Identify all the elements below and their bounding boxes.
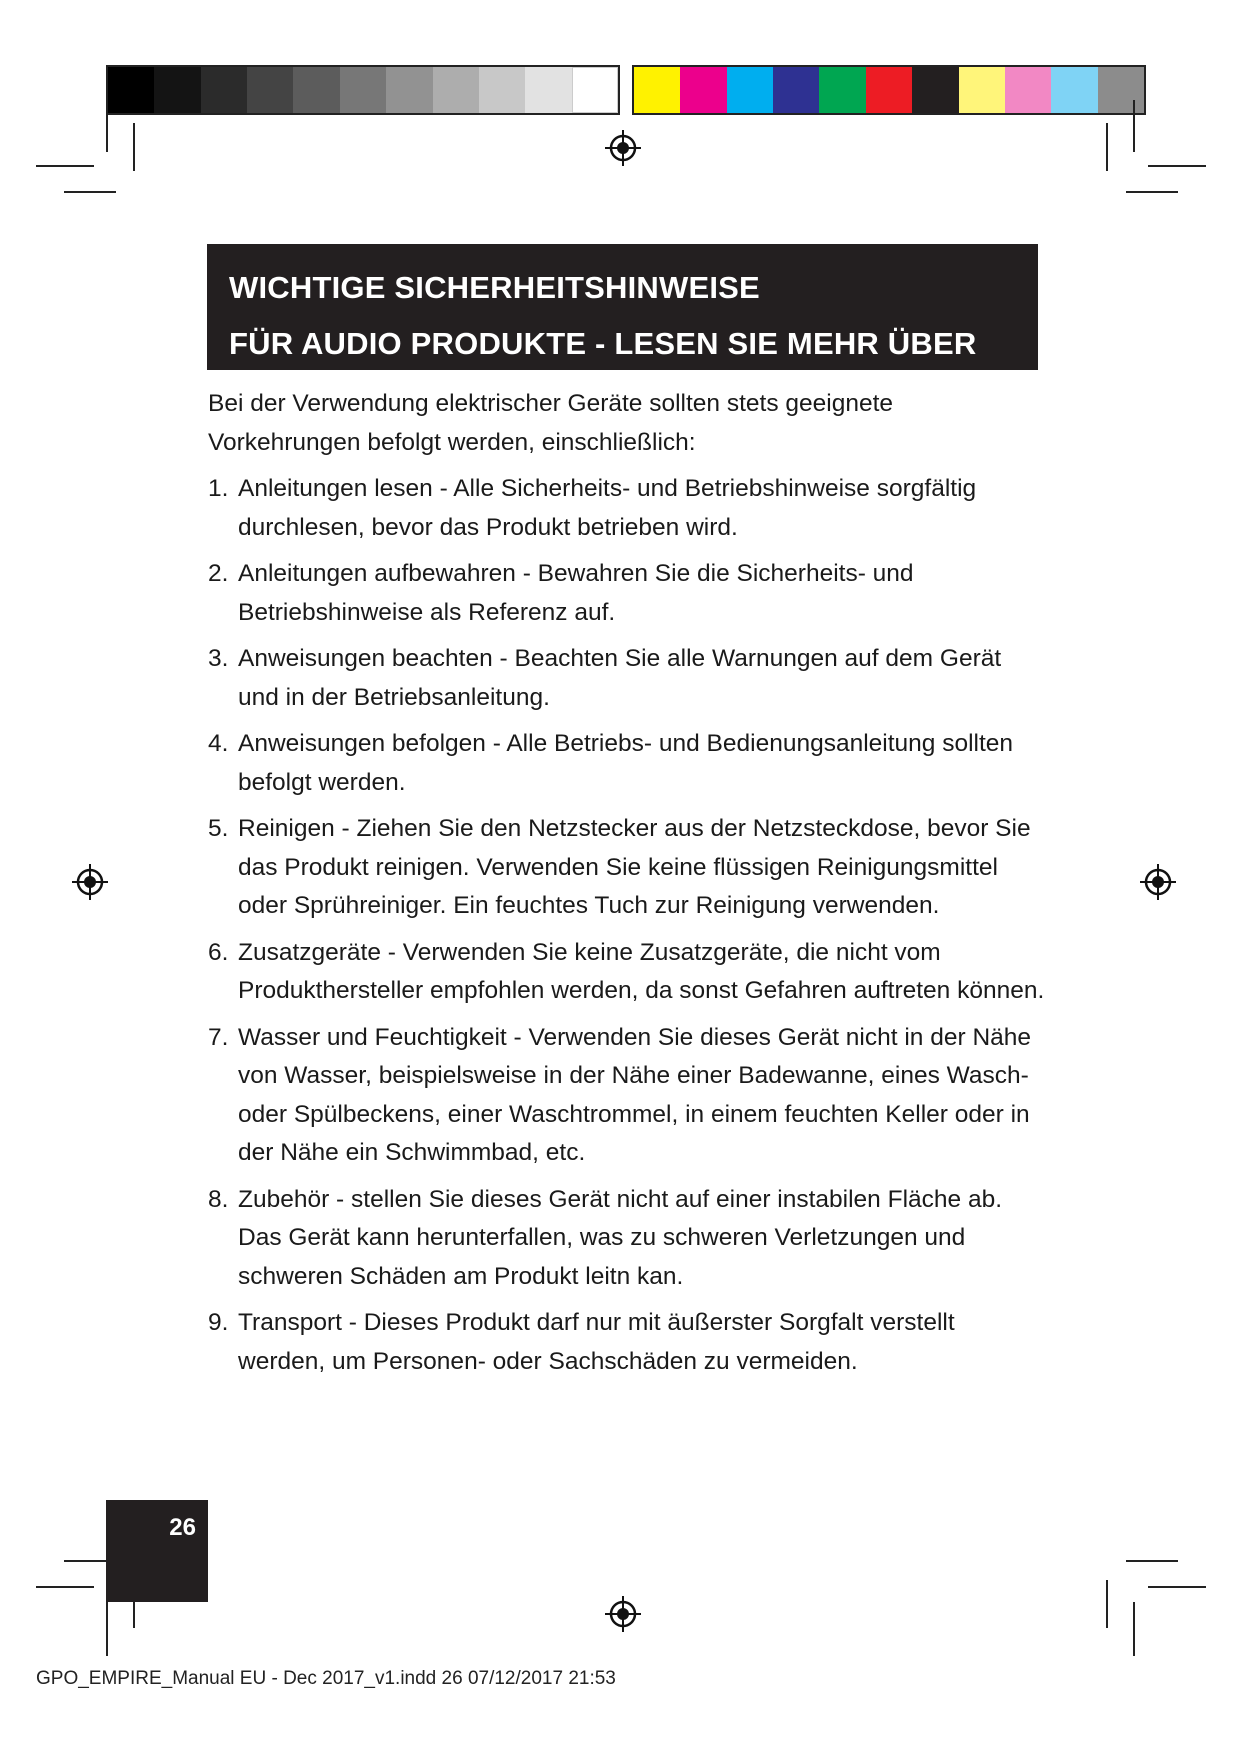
list-item xyxy=(208,810,1048,926)
list-item xyxy=(208,555,1048,632)
page-number-box xyxy=(106,1500,208,1602)
gray-swatch xyxy=(525,67,571,113)
list-item-number: 3. xyxy=(208,645,229,672)
crop-mark xyxy=(1106,123,1108,171)
crop-mark xyxy=(36,165,94,167)
crop-mark xyxy=(1133,100,1135,152)
gray-swatch xyxy=(572,67,618,113)
gray-swatch xyxy=(154,67,200,113)
color-swatch xyxy=(819,67,865,113)
color-swatch xyxy=(773,67,819,113)
crop-mark xyxy=(64,191,116,193)
crop-mark xyxy=(1133,1602,1135,1656)
crop-mark xyxy=(1126,191,1178,193)
gray-swatch xyxy=(479,67,525,113)
safety-instructions-list xyxy=(208,470,1048,1389)
list-item-text: Anweisungen befolgen - Alle Betriebs- und Bedienungsanleitung sollten befolgt werden. xyxy=(238,730,1014,796)
color-swatch xyxy=(1098,67,1144,113)
list-item xyxy=(208,470,1048,547)
crop-mark xyxy=(133,123,135,171)
color-swatch xyxy=(634,67,680,113)
list-item-number: 6. xyxy=(208,938,229,966)
section-header xyxy=(207,244,1038,370)
list-item-text: Anweisungen beachten - Beachten Sie alle Warnungen auf dem Gerät und in der Betriebsanleitung. xyxy=(238,645,1002,711)
registration-mark-icon xyxy=(1138,862,1178,902)
list-item-text: Wasser und Feuchtigkeit - Verwenden Sie dieses Gerät nicht in der Nähe von Wasser, beispielsweise in der Nähe einer Badewanne, eines Wasch- oder Spülbeckens, einer Waschtrommel, in einem feuchten Keller oder in der Nähe ein Schwimmbad, etc. xyxy=(238,1023,1032,1166)
list-item-text: Zubehör - stellen Sie dieses Gerät nicht auf einer instabilen Fläche ab. Das Gerät kann herunterfallen, was zu schweren Verletzungen und schweren Schäden am Produkt leitn kan. xyxy=(238,1185,1003,1290)
gray-swatch xyxy=(433,67,479,113)
list-item-number: 2. xyxy=(208,560,229,587)
list-item-number: 8. xyxy=(208,1185,229,1213)
crop-mark xyxy=(106,100,108,152)
color-swatch xyxy=(912,67,958,113)
list-item-text: Transport - Dieses Produkt darf nur mit äußerster Sorgfalt verstellt werden, um Personen- oder Sachschäden zu vermeiden. xyxy=(238,1309,955,1375)
list-item-number: 7. xyxy=(208,1023,229,1051)
gray-swatch xyxy=(108,67,154,113)
registration-mark-icon xyxy=(603,128,643,168)
list-item-text: Anleitungen aufbewahren - Bewahren Sie die Sicherheits- und Betriebshinweise als Referenz auf. xyxy=(238,560,914,626)
crop-mark xyxy=(1106,1580,1108,1628)
crop-mark xyxy=(1148,165,1206,167)
list-item-number: 5. xyxy=(208,815,229,842)
page-number: 26 xyxy=(169,1514,196,1541)
registration-mark-icon xyxy=(70,862,110,902)
list-item xyxy=(208,1181,1048,1297)
print-slug: GPO_EMPIRE_Manual EU - Dec 2017_v1.indd 26 07/12/2017 21:53 xyxy=(36,1668,616,1689)
header-title-line-1: WICHTIGE SICHERHEITSHINWEISE xyxy=(229,270,760,305)
crop-mark xyxy=(1148,1586,1206,1588)
color-swatch xyxy=(727,67,773,113)
color-calibration-bar xyxy=(632,65,1146,115)
registration-mark-icon xyxy=(603,1594,643,1634)
list-item-text: Zusatzgeräte - Verwenden Sie keine Zusatzgeräte, die nicht vom Produkthersteller empfohlen werden, da sonst Gefahren auftreten können. xyxy=(238,938,1045,1004)
list-item-text: Anleitungen lesen - Alle Sicherheits- und Betriebshinweise sorgfältig durchlesen, bevor das Produkt betrieben wird. xyxy=(238,475,977,541)
color-swatch xyxy=(959,67,1005,113)
crop-mark xyxy=(1126,1560,1178,1562)
list-item xyxy=(208,1019,1048,1173)
gray-swatch xyxy=(247,67,293,113)
gray-swatch xyxy=(340,67,386,113)
color-swatch xyxy=(866,67,912,113)
grayscale-calibration-bar xyxy=(106,65,620,115)
header-title-line-2: FÜR AUDIO PRODUKTE - LESEN SIE MEHR ÜBER xyxy=(229,326,977,361)
list-item xyxy=(208,725,1048,802)
intro-paragraph: Bei der Verwendung elektrischer Geräte sollten stets geeignete Vorkehrungen befolgt werden, einschließlich: xyxy=(208,390,894,456)
list-item xyxy=(208,640,1048,717)
gray-swatch xyxy=(386,67,432,113)
gray-swatch xyxy=(293,67,339,113)
color-swatch xyxy=(1005,67,1051,113)
list-item xyxy=(208,934,1048,1011)
gray-swatch xyxy=(201,67,247,113)
list-item xyxy=(208,1304,1048,1381)
crop-mark xyxy=(106,1602,108,1656)
color-swatch xyxy=(1051,67,1097,113)
list-item-number: 4. xyxy=(208,730,229,757)
list-item-number: 1. xyxy=(208,475,229,502)
color-swatch xyxy=(680,67,726,113)
crop-mark xyxy=(36,1586,94,1588)
list-item-text: Reinigen - Ziehen Sie den Netzstecker aus der Netzsteckdose, bevor Sie das Produkt reinigen. Verwenden Sie keine flüssigen Reinigungsmittel oder Sprühreiniger. Ein feuchtes Tuch zur Reinigung verwenden. xyxy=(238,815,1031,919)
list-item-number: 9. xyxy=(208,1309,229,1336)
